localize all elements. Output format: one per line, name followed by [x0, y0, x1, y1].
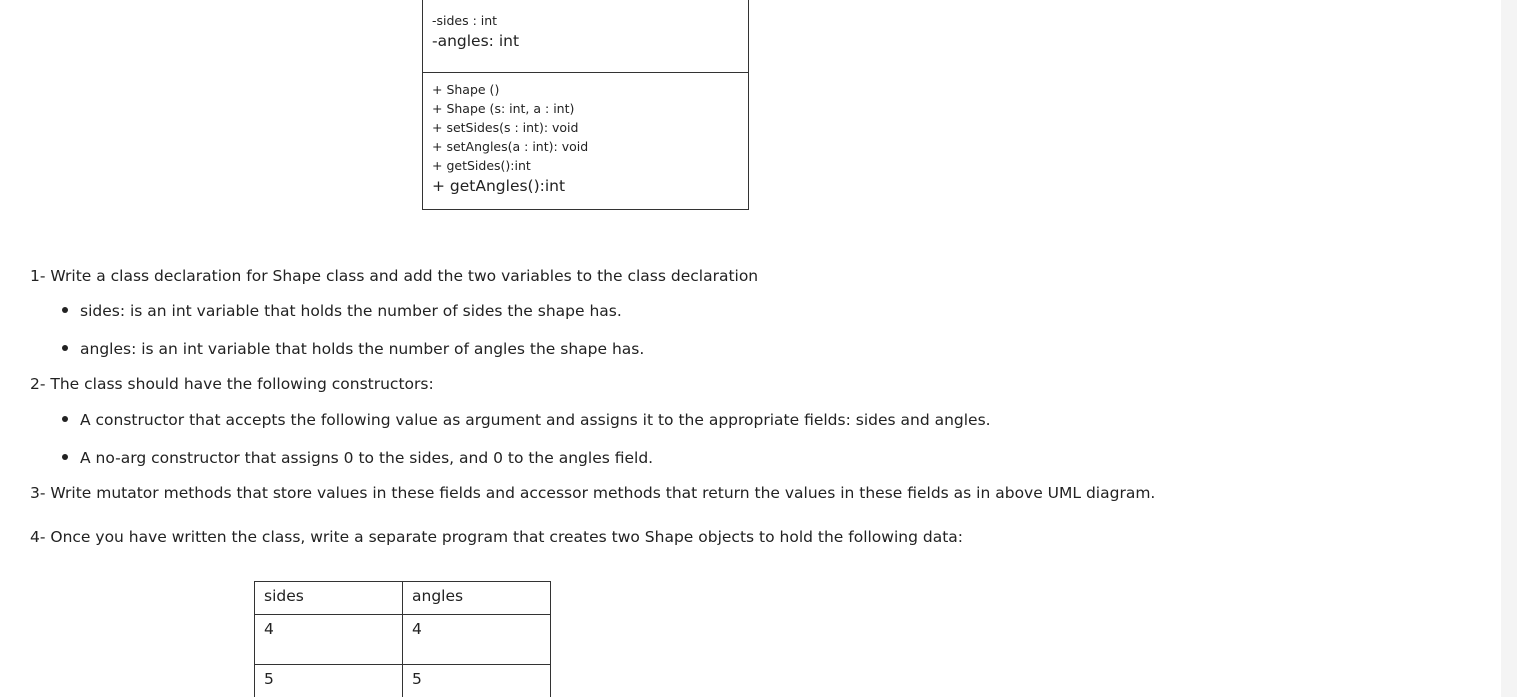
uml-method-set-angles: + setAngles(a : int): void	[432, 139, 589, 154]
table-header-angles: angles	[403, 582, 551, 615]
shape-data-table	[254, 581, 551, 697]
table-header-row	[255, 582, 551, 615]
uml-attributes-section	[423, 0, 748, 73]
uml-attribute-sides: -sides : int	[432, 13, 498, 28]
table-row	[255, 665, 551, 697]
question-4: 4- Once you have written the class, write a separate program that creates two Shape objects to hold the following data:	[30, 528, 963, 546]
table-cell-sides: 4	[255, 615, 403, 665]
uml-method-get-sides: + getSides():int	[432, 158, 531, 173]
bullet-dot	[62, 307, 68, 313]
bullet-dot	[62, 454, 68, 460]
bullet-dot	[62, 416, 68, 422]
q2-bullet-constructor	[62, 411, 991, 429]
uml-method-get-angles: + getAngles():int	[432, 177, 566, 195]
question-2: 2- The class should have the following constructors:	[30, 375, 434, 393]
uml-method-set-sides: + setSides(s : int): void	[432, 120, 579, 135]
q1-bullet-sides-text: sides: is an int variable that holds the number of sides the shape has.	[80, 302, 622, 320]
table-row	[255, 615, 551, 665]
table-cell-sides: 5	[255, 665, 403, 697]
q2-bullet-constructor-text: A constructor that accepts the following value as argument and assigns it to the appropriate fields: sides and angles.	[80, 411, 991, 429]
uml-attribute-angles: -angles: int	[432, 32, 520, 50]
scrollbar-track[interactable]	[1501, 0, 1517, 697]
q2-bullet-no-arg-text: A no-arg constructor that assigns 0 to the sides, and 0 to the angles field.	[80, 449, 654, 467]
bullet-dot	[62, 345, 68, 351]
uml-class-diagram	[422, 0, 749, 210]
q1-bullet-angles	[62, 340, 644, 358]
table-header-sides: sides	[255, 582, 403, 615]
uml-methods-section	[423, 73, 748, 197]
uml-method-constructor: + Shape (s: int, a : int)	[432, 101, 575, 116]
table-cell-angles: 4	[403, 615, 551, 665]
question-1: 1- Write a class declaration for Shape class and add the two variables to the class declaration	[30, 267, 759, 285]
q1-bullet-sides	[62, 302, 622, 320]
q2-bullet-no-arg	[62, 449, 653, 467]
table-cell-angles: 5	[403, 665, 551, 697]
uml-method-default-constructor: + Shape ()	[432, 82, 500, 97]
q1-bullet-angles-text: angles: is an int variable that holds the number of angles the shape has.	[80, 340, 645, 358]
question-3: 3- Write mutator methods that store values in these fields and accessor methods that return the values in these fields as in above UML diagram.	[30, 484, 1156, 502]
